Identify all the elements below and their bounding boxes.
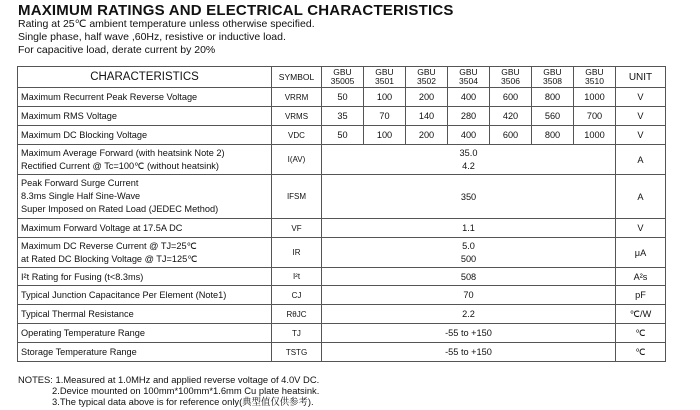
cell-value: 140 <box>406 107 448 126</box>
row-unit: A <box>616 145 666 175</box>
table-row <box>18 145 666 175</box>
row-symbol: TSTG <box>272 343 322 362</box>
row-label: Typical Thermal Resistance <box>18 305 272 324</box>
cell-value: 280 <box>448 107 490 126</box>
row-symbol: RθJC <box>272 305 322 324</box>
cell-value: 420 <box>490 107 532 126</box>
row-unit: ℃ <box>616 343 666 362</box>
row-symbol: TJ <box>272 324 322 343</box>
cell-value: 400 <box>448 88 490 107</box>
row-unit: V <box>616 126 666 145</box>
merged-value-cell: -55 to +150 <box>322 324 616 343</box>
cell-value: 800 <box>532 88 574 107</box>
merged-value-cell: 508 <box>322 268 616 286</box>
row-unit: V <box>616 88 666 107</box>
table-row <box>18 324 666 343</box>
cell-value: 1000 <box>574 126 616 145</box>
row-label: Maximum DC Blocking Voltage <box>18 126 272 145</box>
table-header-row <box>18 67 666 88</box>
header-part: GBU 35005 <box>322 67 364 88</box>
row-symbol: VDC <box>272 126 322 145</box>
row-unit: ℃/W <box>616 305 666 324</box>
row-symbol: VF <box>272 219 322 238</box>
row-unit: V <box>616 107 666 126</box>
note-line: NOTES: 1.Measured at 1.0MHz and applied reverse voltage of 4.0V DC. <box>18 374 320 385</box>
cell-value: 600 <box>490 126 532 145</box>
merged-value-cell: 350 <box>322 175 616 219</box>
table-row <box>18 219 666 238</box>
subtitle-line: Rating at 25℃ ambient temperature unless otherwise specified. <box>18 18 315 30</box>
header-part: GBU 3510 <box>574 67 616 88</box>
cell-value: 600 <box>490 88 532 107</box>
row-symbol: I²t <box>272 268 322 286</box>
cell-value: 560 <box>532 107 574 126</box>
merged-value-cell: 70 <box>322 286 616 305</box>
cell-value: 35 <box>322 107 364 126</box>
row-symbol: CJ <box>272 286 322 305</box>
cell-value: 400 <box>448 126 490 145</box>
row-label: Storage Temperature Range <box>18 343 272 362</box>
merged-value-cell: -55 to +150 <box>322 343 616 362</box>
header-unit: UNIT <box>616 67 666 88</box>
row-unit: pF <box>616 286 666 305</box>
table-row <box>18 175 666 219</box>
header-characteristics: CHARACTERISTICS <box>18 67 272 88</box>
row-label: Operating Temperature Range <box>18 324 272 343</box>
cell-value: 700 <box>574 107 616 126</box>
row-symbol: VRRM <box>272 88 322 107</box>
page-title: MAXIMUM RATINGS AND ELECTRICAL CHARACTERISTICS <box>18 2 454 19</box>
row-unit: V <box>616 219 666 238</box>
cell-value: 800 <box>532 126 574 145</box>
table-row <box>18 343 666 362</box>
merged-value-cell: 5.0 500 <box>322 238 616 268</box>
cell-value: 50 <box>322 126 364 145</box>
row-unit: ℃ <box>616 324 666 343</box>
subtitle-line: For capacitive load, derate current by 20% <box>18 44 216 56</box>
cell-value: 100 <box>364 126 406 145</box>
table-row <box>18 107 666 126</box>
cell-value: 200 <box>406 88 448 107</box>
cell-value: 200 <box>406 126 448 145</box>
cell-value: 70 <box>364 107 406 126</box>
header-part: GBU 3502 <box>406 67 448 88</box>
row-symbol: IFSM <box>272 175 322 219</box>
row-label: Peak Forward Surge Current 8.3ms Single Half Sine-Wave Super Imposed on Rated Load (JEDEC Method) <box>18 175 272 219</box>
merged-value-cell: 1.1 <box>322 219 616 238</box>
row-unit: A <box>616 175 666 219</box>
header-part: GBU 3506 <box>490 67 532 88</box>
table-row <box>18 286 666 305</box>
row-unit: μA <box>616 238 666 268</box>
row-symbol: I(AV) <box>272 145 322 175</box>
header-part: GBU 3508 <box>532 67 574 88</box>
row-unit: A²s <box>616 268 666 286</box>
row-label: Maximum RMS Voltage <box>18 107 272 126</box>
table-row <box>18 268 666 286</box>
subtitle-line: Single phase, half wave ,60Hz, resistive or inductive load. <box>18 31 286 43</box>
cell-value: 50 <box>322 88 364 107</box>
note-line: 3.The typical data above is for reference only(典型值仅供参考). <box>52 396 314 407</box>
cell-value: 1000 <box>574 88 616 107</box>
table-row <box>18 305 666 324</box>
header-part: GBU 3501 <box>364 67 406 88</box>
merged-value-cell: 2.2 <box>322 305 616 324</box>
row-label: Typical Junction Capacitance Per Element (Note1) <box>18 286 272 305</box>
table-row <box>18 126 666 145</box>
row-label: Maximum Average Forward (with heatsink Note 2) Rectified Current @ Tc=100℃ (without heatsink) <box>18 145 272 175</box>
header-part: GBU 3504 <box>448 67 490 88</box>
row-symbol: VRMS <box>272 107 322 126</box>
notes <box>18 374 319 407</box>
characteristics-table <box>17 66 666 362</box>
cell-value: 100 <box>364 88 406 107</box>
row-label: Maximum DC Reverse Current @ TJ=25℃ at Rated DC Blocking Voltage @ TJ=125℃ <box>18 238 272 268</box>
row-label: I²t Rating for Fusing (t<8.3ms) <box>18 268 272 286</box>
note-line: 2.Device mounted on 100mm*100mm*1.6mm Cu plate heatsink. <box>52 385 320 396</box>
table-row <box>18 238 666 268</box>
table-row <box>18 88 666 107</box>
header-symbol: SYMBOL <box>272 67 322 88</box>
merged-value-cell: 35.0 4.2 <box>322 145 616 175</box>
row-label: Maximum Forward Voltage at 17.5A DC <box>18 219 272 238</box>
row-label: Maximum Recurrent Peak Reverse Voltage <box>18 88 272 107</box>
row-symbol: IR <box>272 238 322 268</box>
